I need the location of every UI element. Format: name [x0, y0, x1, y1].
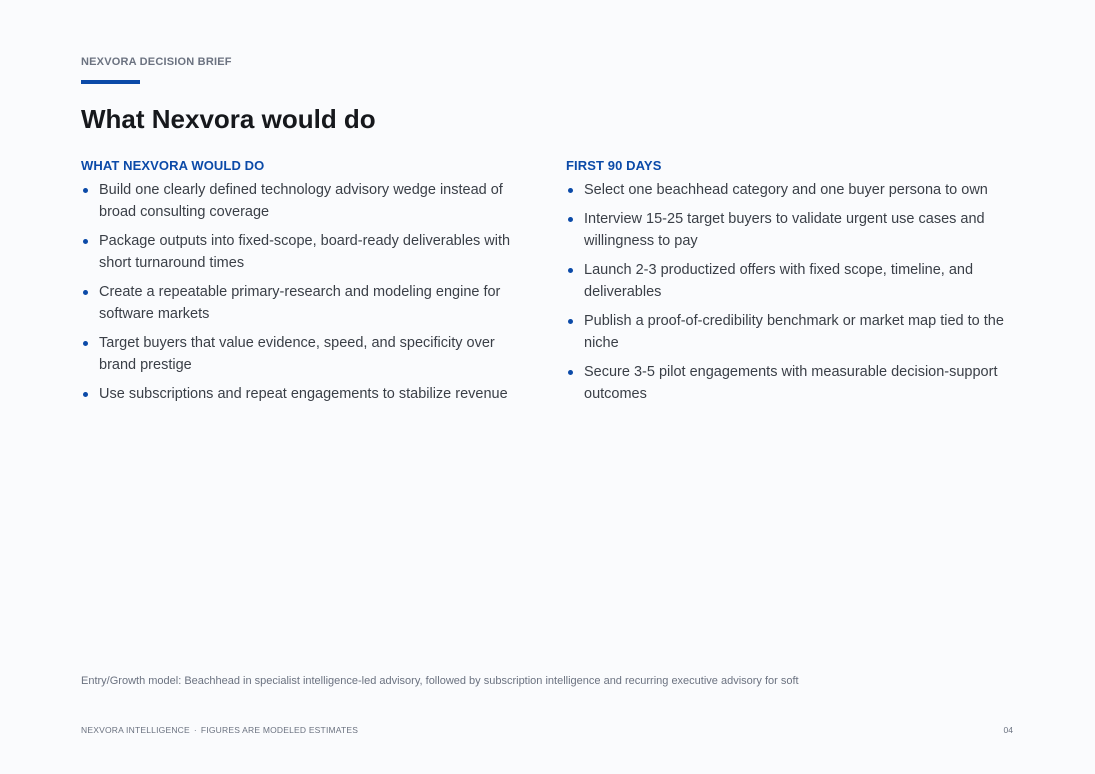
list-item-text: Create a repeatable primary-research and modeling engine for software markets [99, 284, 501, 322]
eyebrow-label: NEXVORA DECISION BRIEF [81, 56, 232, 68]
bullet-dot-icon [83, 188, 88, 193]
bullet-dot-icon [83, 290, 88, 295]
list-item [566, 208, 1016, 252]
page-number: 04 [1003, 725, 1013, 735]
list-item-text: Select one beachhead category and one buyer persona to own [584, 182, 988, 198]
bullet-dot-icon [83, 341, 88, 346]
bullet-dot-icon [568, 268, 573, 273]
list-item-text: Secure 3-5 pilot engagements with measurable decision-support outcomes [584, 364, 998, 402]
bullet-dot-icon [83, 392, 88, 397]
footer-brand: NEXVORA INTELLIGENCE [81, 725, 190, 735]
model-note: Entry/Growth model: Beachhead in specialist intelligence-led advisory, followed by subscription intelligence and recurring executive advisory for soft [81, 675, 799, 687]
left-bullet-list [81, 179, 531, 405]
bullet-dot-icon [568, 188, 573, 193]
list-item-text: Launch 2-3 productized offers with fixed scope, timeline, and deliverables [584, 262, 974, 300]
list-item [81, 230, 531, 274]
footer-left [81, 725, 358, 735]
list-item [81, 383, 531, 405]
right-column [566, 158, 1016, 412]
right-column-heading: FIRST 90 DAYS [566, 158, 662, 173]
left-column-heading: WHAT NEXVORA WOULD DO [81, 158, 265, 173]
list-item-text: Target buyers that value evidence, speed, and specificity over brand prestige [99, 335, 495, 373]
page-title: What Nexvora would do [81, 104, 376, 134]
list-item-text: Use subscriptions and repeat engagements to stabilize revenue [99, 386, 508, 402]
footer-disclaimer: FIGURES ARE MODELED ESTIMATES [200, 725, 359, 735]
bullet-dot-icon [568, 370, 573, 375]
list-item [81, 281, 531, 325]
left-column [81, 158, 531, 412]
list-item-text: Interview 15-25 target buyers to validate urgent use cases and willingness to pay [584, 211, 985, 249]
list-item [81, 179, 531, 223]
list-item-text: Publish a proof-of-credibility benchmark or market map tied to the niche [584, 313, 1004, 351]
list-item [566, 259, 1016, 303]
list-item-text: Package outputs into fixed-scope, board-ready deliverables with short turnaround times [99, 233, 511, 271]
list-item [566, 361, 1016, 405]
list-item [81, 332, 531, 376]
list-item [566, 310, 1016, 354]
bullet-dot-icon [568, 217, 573, 222]
accent-bar [81, 80, 140, 84]
footer-separator: · [193, 725, 197, 735]
bullet-dot-icon [83, 239, 88, 244]
list-item-text: Build one clearly defined technology advisory wedge instead of broad consulting coverage [99, 182, 503, 220]
list-item [566, 179, 1016, 201]
bullet-dot-icon [568, 319, 573, 324]
right-bullet-list [566, 179, 1016, 405]
